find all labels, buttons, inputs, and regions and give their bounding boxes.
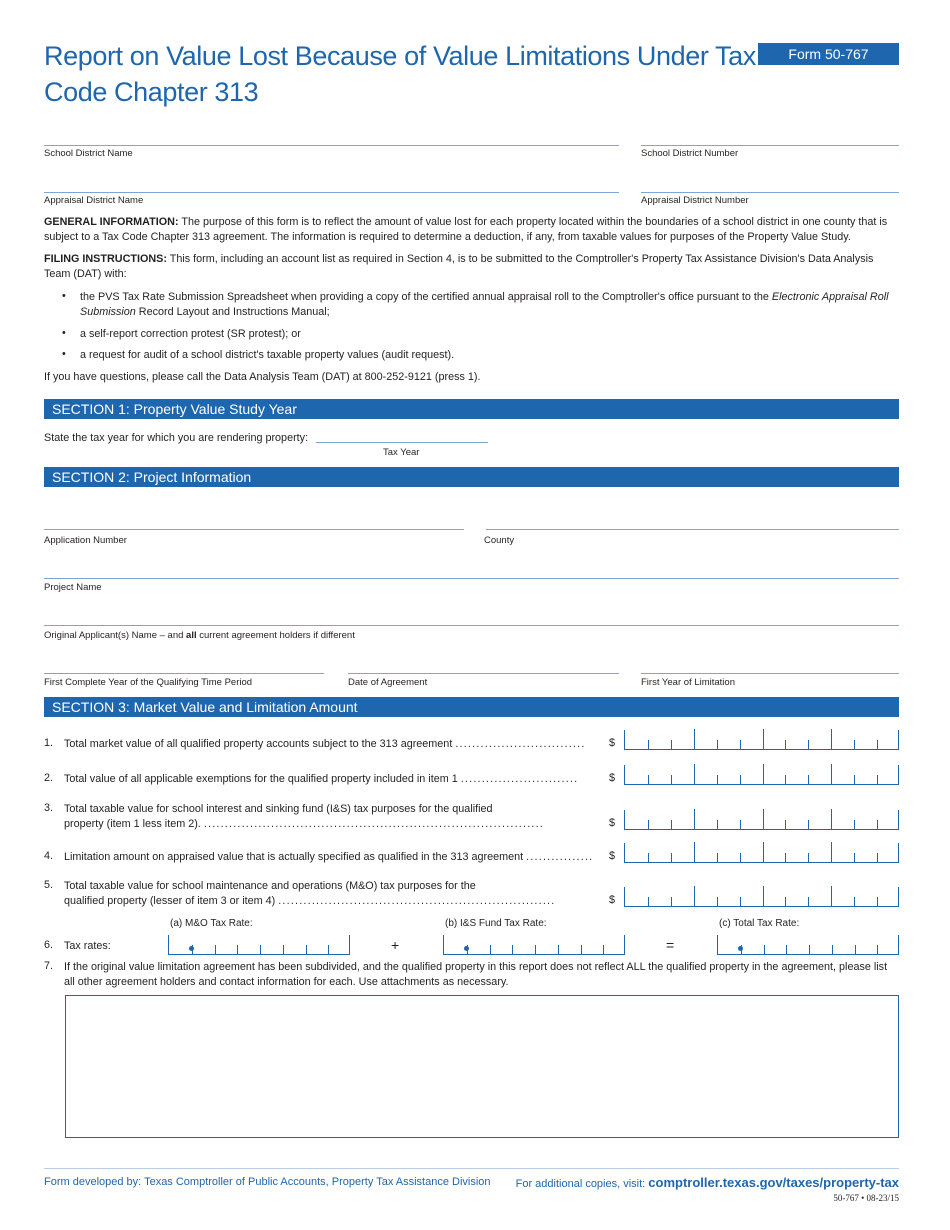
applicant-label-bold: all: [186, 630, 197, 641]
digit-divider: [832, 945, 833, 954]
digit-divider: [648, 853, 649, 862]
digit-divider: [854, 897, 855, 906]
digit-divider: [808, 775, 809, 784]
digit-divider: [808, 740, 809, 749]
digit-divider: [306, 945, 307, 954]
general-information-text: The purpose of this form is to reflect the amount of value lost for each property located within the boundaries of a school district in one county that is subject to a Tax Code Chapter 313 agreement. The information is required to determine a deduction, if any, from taxable values for purposes of the Property Value Study.: [44, 216, 888, 243]
item-4-amount-input[interactable]: [624, 843, 899, 863]
bullet-1-pre: the PVS Tax Rate Submission Spreadsheet when providing a copy of the certified annual appraisal roll to the Comptroller's office pursuant to the: [80, 291, 772, 303]
school-district-name-field[interactable]: [44, 145, 619, 146]
mo-tax-rate-input[interactable]: [168, 935, 350, 955]
digit-divider: [694, 764, 695, 784]
applicant-label-post: current agreement holders if different: [196, 630, 355, 641]
applicant-name-field[interactable]: [44, 625, 899, 626]
filing-instructions-text: This form, including an account list as required in Section 4, is to be submitted to the Comptroller's Property Tax Assistance Division's Data Analysis Team (DAT) with:: [44, 253, 874, 280]
county-label: County: [484, 535, 515, 546]
item-1-leader: ...............................: [455, 738, 586, 750]
digit-divider: [717, 775, 718, 784]
section-2-header: SECTION 2: Project Information: [44, 467, 899, 487]
item-3-leader: .................................................................................: [203, 818, 544, 830]
school-district-number-field[interactable]: [641, 145, 899, 146]
item-2-amount-input[interactable]: [624, 765, 899, 785]
digit-divider: [717, 853, 718, 862]
digit-divider: [831, 842, 832, 862]
digit-divider: [671, 853, 672, 862]
applicant-name-label: [44, 630, 355, 641]
digit-divider: [763, 729, 764, 749]
bullet-item-3: a request for audit of a school district's taxable property values (audit request).: [80, 349, 455, 361]
digit-divider: [763, 764, 764, 784]
item-1-label: Total market value of all qualified property accounts subject to the 313 agreement: [64, 738, 453, 750]
digit-divider: [671, 740, 672, 749]
item-1-number: 1.: [44, 737, 54, 749]
digit-divider: [717, 820, 718, 829]
item-5-amount-input[interactable]: [624, 887, 899, 907]
filing-instructions-label: FILING INSTRUCTIONS:: [44, 253, 167, 265]
item-5-number: 5.: [44, 879, 54, 891]
digit-divider: [740, 853, 741, 862]
plus-sign: +: [391, 937, 400, 953]
digit-divider: [877, 945, 878, 954]
digit-divider: [877, 775, 878, 784]
application-number-label: Application Number: [44, 535, 127, 546]
digit-divider: [717, 897, 718, 906]
bullet-item-2: a self-report correction protest (SR protest); or: [80, 328, 301, 340]
item-3-amount-input[interactable]: [624, 810, 899, 830]
item-3-label: property (item 1 less item 2).: [64, 818, 201, 830]
section-1-header: SECTION 1: Property Value Study Year: [44, 399, 899, 419]
item-1-text: [64, 737, 586, 752]
mo-tax-rate-label: (a) M&O Tax Rate:: [170, 918, 253, 929]
questions-note: If you have questions, please call the Data Analysis Team (DAT) at 800-252-9121 (press 1).: [44, 371, 481, 383]
digit-divider: [671, 820, 672, 829]
digit-divider: [877, 897, 878, 906]
digit-divider: [648, 740, 649, 749]
digit-divider: [808, 853, 809, 862]
general-information: [44, 215, 900, 245]
digit-divider: [603, 945, 604, 954]
item-7-number: 7.: [44, 960, 54, 972]
digit-divider: [328, 945, 329, 954]
tax-year-field[interactable]: [316, 442, 488, 443]
project-name-field[interactable]: [44, 578, 899, 579]
digit-divider: [648, 897, 649, 906]
appraisal-district-number-label: Appraisal District Number: [641, 195, 749, 206]
county-field[interactable]: [486, 529, 899, 530]
digit-divider: [694, 842, 695, 862]
dollar-sign: $: [609, 894, 616, 906]
is-tax-rate-label: (b) I&S Fund Tax Rate:: [445, 918, 547, 929]
tax-year-label: Tax Year: [383, 447, 420, 458]
digit-divider: [740, 820, 741, 829]
form-number-badge: Form 50-767: [758, 43, 899, 65]
digit-divider: [512, 945, 513, 954]
first-year-limitation-field[interactable]: [641, 673, 899, 674]
digit-divider: [741, 945, 742, 954]
digit-divider: [467, 945, 468, 954]
digit-divider: [671, 897, 672, 906]
digit-divider: [808, 820, 809, 829]
first-complete-year-field[interactable]: [44, 673, 324, 674]
digit-divider: [831, 764, 832, 784]
item-5-leader: ..................................................................: [278, 895, 556, 907]
footer-form-code: 50-767 • 08-23/15: [833, 1193, 899, 1203]
digit-divider: [694, 729, 695, 749]
digit-divider: [694, 809, 695, 829]
dollar-sign: $: [609, 772, 616, 784]
footer-developed-by: Form developed by: Texas Comptroller of Public Accounts, Property Tax Assistance Division: [44, 1176, 491, 1188]
item-2-label: Total value of all applicable exemptions for the qualified property included in item 1: [64, 773, 458, 785]
general-information-label: GENERAL INFORMATION:: [44, 216, 179, 228]
total-tax-rate-input[interactable]: [717, 935, 899, 955]
digit-divider: [192, 945, 193, 954]
digit-divider: [215, 945, 216, 954]
bullet-icon: •: [62, 348, 66, 360]
appraisal-district-name-field[interactable]: [44, 192, 619, 193]
item-5-text-line2: [64, 894, 555, 909]
digit-divider: [283, 945, 284, 954]
bullet-icon: •: [62, 327, 66, 339]
item-3-text-line1: Total taxable value for school interest and sinking fund (I&S) tax purposes for the qualified: [64, 803, 493, 815]
digit-divider: [831, 886, 832, 906]
footer-divider: [44, 1168, 899, 1169]
total-tax-rate-label: (c) Total Tax Rate:: [719, 918, 800, 929]
item-6-number: 6.: [44, 939, 54, 951]
digit-divider: [740, 775, 741, 784]
footer-copies-link[interactable]: comptroller.texas.gov/taxes/property-tax: [648, 1175, 899, 1190]
digit-divider: [855, 945, 856, 954]
digit-divider: [809, 945, 810, 954]
item-7-text: If the original value limitation agreement has been subdivided, and the qualified property in this report does not reflect ALL the qualified property in the agreement, please list all other agreement holders and contact information for each. Use attachments as necessary.: [64, 961, 888, 988]
digit-divider: [535, 945, 536, 954]
page-title: Report on Value Lost Because of Value Limitations Under Tax Code Chapter 313: [44, 41, 756, 107]
digit-divider: [648, 820, 649, 829]
is-tax-rate-input[interactable]: [443, 935, 625, 955]
bullet-item-1: [80, 290, 900, 320]
digit-divider: [648, 775, 649, 784]
item-2-number: 2.: [44, 772, 54, 784]
digit-divider: [854, 853, 855, 862]
item-2-leader: ............................: [460, 773, 579, 785]
digit-divider: [854, 775, 855, 784]
item-5-label: qualified property (lesser of item 3 or item 4): [64, 895, 276, 907]
school-district-number-label: School District Number: [641, 148, 739, 159]
first-complete-year-label: First Complete Year of the Qualifying Time Period: [44, 677, 253, 688]
item-2-text: [64, 772, 578, 787]
digit-divider: [785, 740, 786, 749]
tax-year-prompt: State the tax year for which you are rendering property:: [44, 432, 309, 444]
digit-divider: [260, 945, 261, 954]
footer-copies: [516, 1175, 899, 1190]
digit-divider: [740, 897, 741, 906]
item-4-number: 4.: [44, 850, 54, 862]
date-of-agreement-field[interactable]: [348, 673, 619, 674]
item-1-amount-input[interactable]: [624, 730, 899, 750]
equals-sign: =: [666, 937, 675, 953]
digit-divider: [490, 945, 491, 954]
digit-divider: [877, 740, 878, 749]
digit-divider: [785, 775, 786, 784]
digit-divider: [763, 842, 764, 862]
item-3-number: 3.: [44, 802, 54, 814]
digit-divider: [831, 809, 832, 829]
date-of-agreement-label: Date of Agreement: [348, 677, 428, 688]
digit-divider: [581, 945, 582, 954]
digit-divider: [854, 820, 855, 829]
digit-divider: [671, 775, 672, 784]
digit-divider: [854, 740, 855, 749]
dollar-sign: $: [609, 850, 616, 862]
item-4-leader: ................: [526, 851, 594, 863]
digit-divider: [740, 740, 741, 749]
school-district-name-label: School District Name: [44, 148, 133, 159]
item-3-text-line2: [64, 817, 544, 832]
digit-divider: [785, 853, 786, 862]
item-4-label: Limitation amount on appraised value that is actually specified as qualified in the 313 agreement: [64, 851, 524, 863]
digit-divider: [237, 945, 238, 954]
section-3-header: SECTION 3: Market Value and Limitation Amount: [44, 697, 899, 717]
digit-divider: [786, 945, 787, 954]
digit-divider: [808, 897, 809, 906]
first-year-limitation-label: First Year of Limitation: [641, 677, 735, 688]
footer-copies-label: For additional copies, visit:: [515, 1178, 646, 1190]
digit-divider: [694, 886, 695, 906]
project-name-label: Project Name: [44, 582, 102, 593]
filing-instructions: [44, 252, 900, 282]
dollar-sign: $: [609, 817, 616, 829]
digit-divider: [763, 886, 764, 906]
item-4-text: [64, 850, 593, 865]
applicant-label-pre: Original Applicant(s) Name – and: [44, 630, 187, 641]
digit-divider: [877, 820, 878, 829]
digit-divider: [558, 945, 559, 954]
bullet-1-emphasis: Electronic Appraisal Roll Submission: [80, 291, 889, 318]
digit-divider: [763, 809, 764, 829]
item-5-text-line1: Total taxable value for school maintenance and operations (M&O) tax purposes for the: [64, 880, 476, 892]
tax-rates-label: Tax rates:: [64, 940, 111, 952]
other-agreement-holders-textarea[interactable]: [65, 995, 899, 1138]
bullet-icon: •: [62, 290, 66, 302]
digit-divider: [831, 729, 832, 749]
digit-divider: [785, 897, 786, 906]
digit-divider: [785, 820, 786, 829]
bullet-1-post: Record Layout and Instructions Manual;: [135, 306, 330, 318]
appraisal-district-number-field[interactable]: [641, 192, 899, 193]
application-number-field[interactable]: [44, 529, 464, 530]
dollar-sign: $: [609, 737, 616, 749]
digit-divider: [764, 945, 765, 954]
digit-divider: [877, 853, 878, 862]
appraisal-district-name-label: Appraisal District Name: [44, 195, 144, 206]
digit-divider: [717, 740, 718, 749]
